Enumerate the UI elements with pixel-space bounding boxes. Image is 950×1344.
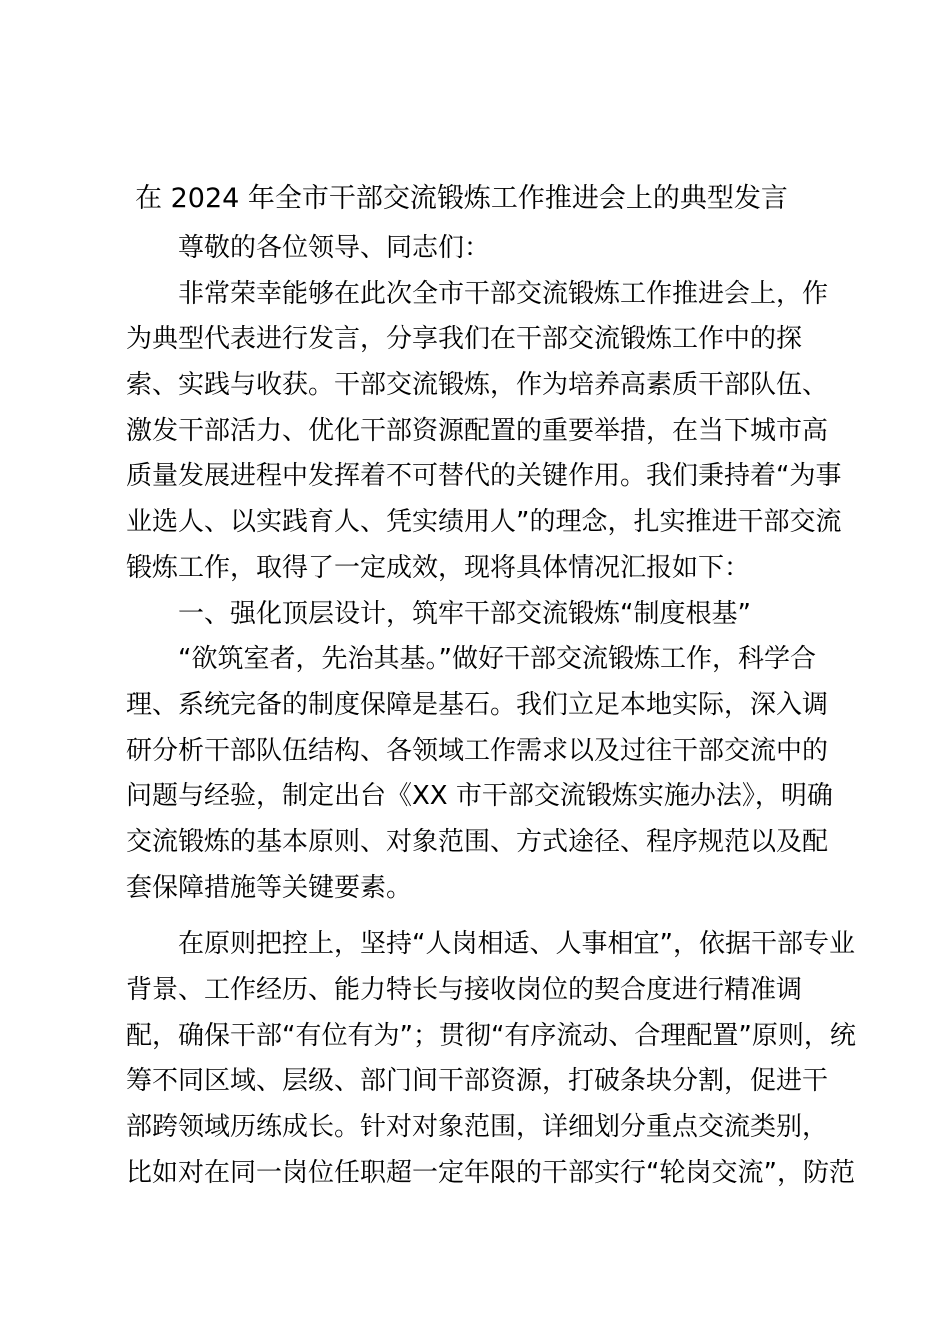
- paragraph-line: 非常荣幸能够在此次全市干部交流锻炼工作推进会上，作: [178, 278, 829, 309]
- paragraph-line: 业选人、以实践育人、凭实绩用人”的理念，扎实推进干部交流: [126, 507, 842, 538]
- paragraph-line: 在原则把控上，坚持“人岗相适、人事相宜”，依据干部专业: [178, 929, 855, 960]
- salutation: 尊敬的各位领导、同志们：: [178, 233, 491, 263]
- paragraph-line: 研分析干部队伍结构、各领域工作需求以及过往干部交流中的: [126, 735, 829, 766]
- section-heading: 一、强化顶层设计，筑牢干部交流锻炼“制度根基”: [178, 598, 751, 629]
- paragraph-line: 交流锻炼的基本原则、对象范围、方式途径、程序规范以及配: [126, 826, 829, 857]
- paragraph-line: 激发干部活力、优化干部资源配置的重要举措，在当下城市高: [126, 415, 829, 446]
- paragraph-line: 理、系统完备的制度保障是基石。我们立足本地实际，深入调: [126, 689, 829, 720]
- paragraph-line: 背景、工作经历、能力特长与接收岗位的契合度进行精准调: [126, 975, 803, 1005]
- paragraph-line: 部跨领域历练成长。针对对象范围，详细划分重点交流类别，: [126, 1112, 829, 1143]
- paragraph-line: 索、实践与收获。干部交流锻炼，作为培养高素质干部队伍、: [126, 370, 829, 401]
- paragraph-line: 质量发展进程中发挥着不可替代的关键作用。我们秉持着“为事: [126, 461, 842, 492]
- document-body: [126, 226, 856, 1196]
- paragraph-gap: [126, 911, 832, 922]
- document-title: 在 2024 年全市干部交流锻炼工作推进会上的典型发言: [135, 183, 788, 214]
- paragraph-line: 问题与经验，制定出台《XX 市干部交流锻炼实施办法》，明确: [126, 781, 833, 812]
- paragraph-line: “欲筑室者，先治其基。”做好干部交流锻炼工作，科学合: [178, 644, 816, 675]
- paragraph-line: 为典型代表进行发言，分享我们在干部交流锻炼工作中的探: [126, 324, 803, 355]
- paragraph-line: 锻炼工作，取得了一定成效，现将具体情况汇报如下：: [126, 552, 751, 583]
- paragraph-line: 比如对在同一岗位任职超一定年限的干部实行“轮岗交流”，防范: [126, 1157, 855, 1188]
- paragraph-line: 套保障措施等关键要素。: [126, 872, 413, 903]
- paragraph-line: 配，确保干部“有位有为”；贯彻“有序流动、合理配置”原则，统: [126, 1020, 856, 1051]
- paragraph-line: 筹不同区域、层级、部门间干部资源，打破条块分割，促进干: [126, 1066, 829, 1097]
